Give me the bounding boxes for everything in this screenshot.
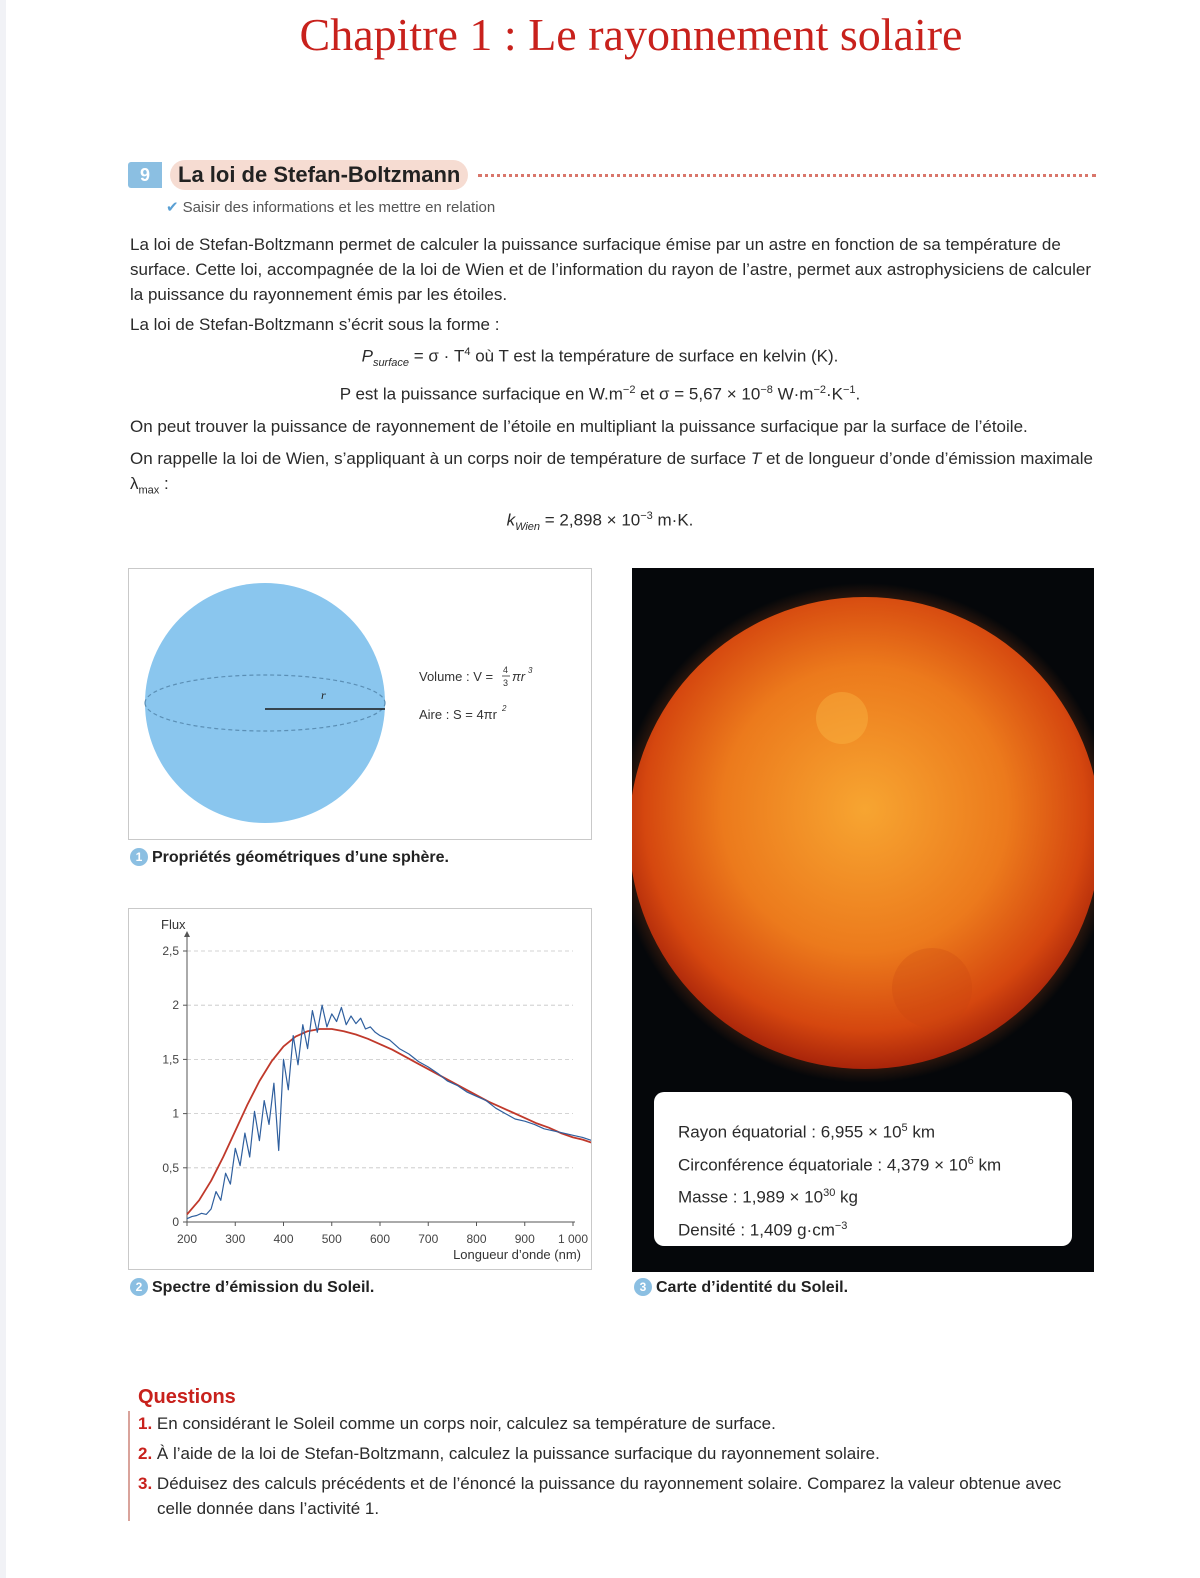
id-circumference-label: Circonférence équatoriale : 4,379 × 10 [678, 1155, 968, 1175]
id-mass-unit: kg [835, 1187, 859, 1207]
volume-frac-den: 3 [503, 678, 509, 688]
wien-k: k [506, 510, 516, 530]
y-tick-label: 0 [172, 1215, 179, 1229]
x-tick-label: 200 [176, 1232, 198, 1246]
constants-text-b: et σ = 5,67 × 10 [635, 384, 761, 404]
intro-paragraph-1: La loi de Stefan-Boltzmann permet de calculer la puissance surfacique émise par un astre en fonction de sa température de surface. Cette loi, accompagnée de la loi de Wien et de l’information du rayon de l’astre, permet aux astrophysiciens de calculer la puissance du rayonnement émis par les étoiles. [130, 235, 1092, 304]
sun-figure [632, 568, 1094, 1272]
volume-formula [419, 669, 493, 684]
sphere-shape [145, 583, 385, 823]
figure1-badge: 1 [130, 848, 148, 866]
y-tick-label: 1 [172, 1106, 179, 1121]
questions-title: Questions [138, 1386, 236, 1408]
question-number: 2. [138, 1444, 153, 1463]
exercise-number: 9 [128, 162, 162, 188]
question-number: 1. [138, 1414, 153, 1433]
question-number: 3. [138, 1474, 153, 1493]
question-item [138, 1441, 1096, 1466]
area-exp: 2 [502, 704, 507, 713]
constants-exp-4: −1 [843, 384, 856, 396]
questions-list [128, 1411, 1096, 1521]
x-tick-label: 800 [466, 1232, 487, 1246]
figure1-caption-text: Propriétés géométriques d’une sphère. [152, 849, 449, 866]
figure3-caption [634, 1278, 848, 1297]
exercise-header [128, 158, 1096, 190]
id-row-circumference [678, 1147, 1072, 1180]
id-radius-unit: km [907, 1122, 936, 1142]
constants-exp-3: −2 [813, 384, 826, 396]
figure1-caption [130, 848, 449, 867]
sun-disk [632, 597, 1094, 1069]
wien-text-a: On rappelle la loi de Wien, s’appliquant à un corps noir de température de surface [130, 449, 751, 468]
constants-exp-1: −2 [622, 384, 636, 396]
skill-line [166, 198, 495, 216]
id-density-label: Densité : 1,409 g·cm [678, 1220, 835, 1240]
volume-frac-num: 4 [503, 665, 509, 675]
dotted-rule [478, 174, 1096, 177]
wien-lambda-subscript: max [138, 484, 160, 497]
figure2-badge: 2 [130, 1278, 148, 1296]
id-radius-exp: 5 [901, 1122, 908, 1134]
intro-paragraph-3: On peut trouver la puissance de rayonnement de l’étoile en multipliant la puissance surfacique par la surface de l’étoile. [130, 417, 1028, 436]
sun-dark-region [892, 948, 972, 1028]
x-tick-label: 600 [369, 1232, 391, 1246]
id-circumference-unit: km [973, 1155, 1002, 1175]
x-tick-label: 1 000 [557, 1232, 589, 1246]
sun-bright-region [816, 692, 868, 744]
y-tick-label: 0,5 [162, 1160, 179, 1175]
y-tick-label: 2,5 [162, 944, 179, 958]
figure3-caption-text: Carte d’identité du Soleil. [656, 1279, 849, 1296]
id-mass-label: Masse : 1,989 × 10 [678, 1187, 824, 1207]
constants-text-d: ·K [826, 384, 843, 404]
question-item [138, 1411, 1096, 1436]
formula-p: P [361, 346, 373, 366]
figure2-caption-text: Spectre d’émission du Soleil. [152, 1279, 375, 1296]
formula-p-subscript: surface [372, 357, 410, 370]
figure3-badge: 3 [634, 1278, 652, 1296]
wien-formula [0, 510, 1200, 533]
x-tick-label: 700 [418, 1232, 439, 1246]
formula-description: où T est la température de surface en kelvin (K). [470, 346, 839, 366]
constants-text-a: P est la puissance surfacique en W.m [339, 384, 623, 404]
formula-body: = σ · T [409, 346, 465, 366]
radius-label: r [321, 688, 326, 702]
wien-text-b: et de longueur d’onde d’émission maximale λ [130, 449, 1093, 493]
x-tick-label: 900 [514, 1232, 535, 1246]
constants-line [0, 384, 1200, 405]
skill-text: Saisir des informations et les mettre en relation [182, 199, 496, 216]
wien-exponent: −3 [640, 510, 653, 522]
solar-spectrum-curve [187, 1005, 591, 1218]
area-formula: Aire : S = 4πr [419, 707, 497, 722]
chapter-title: Chapitre 1 : Le rayonnement solaire [299, 9, 963, 60]
spectrum-figure [128, 908, 592, 1270]
blackbody-curve [187, 1029, 591, 1214]
id-circumference-exp: 6 [967, 1154, 974, 1167]
y-axis-title: Flux [161, 917, 186, 932]
page-edge [0, 0, 6, 1578]
constants-text-c: W·m [772, 384, 814, 404]
x-tick-label: 500 [321, 1232, 342, 1246]
wien-k-subscript: Wien [515, 521, 541, 534]
sphere-figure [128, 568, 592, 840]
sun-id-card [654, 1092, 1072, 1246]
volume-exp: 3 [528, 666, 533, 675]
question-text: À l’aide de la loi de Stefan-Boltzmann, calculez la puissance surfacique du rayonnement solaire. [156, 1444, 880, 1463]
id-row-mass [678, 1179, 1072, 1212]
formula-exponent: 4 [464, 346, 471, 358]
constants-text-e: . [855, 384, 861, 404]
question-text: Déduisez des calculs précédents et de l’énoncé la puissance du rayonnement solaire. Comparez la valeur obtenue avec celle donnée dans l’activité 1. [156, 1474, 1062, 1518]
question-text: En considérant le Soleil comme un corps noir, calculez sa température de surface. [156, 1414, 776, 1433]
wien-text-c: : [159, 474, 169, 493]
intro-paragraph-2: La loi de Stefan-Boltzmann s’écrit sous la forme : [130, 315, 500, 334]
id-radius-label: Rayon équatorial : 6,955 × 10 [678, 1122, 902, 1142]
y-tick-label: 2 [172, 998, 179, 1013]
y-tick-label: 1,5 [162, 1052, 179, 1067]
question-item [138, 1471, 1096, 1521]
figure2-caption [130, 1278, 374, 1297]
x-tick-label: 400 [273, 1232, 294, 1246]
id-row-density [678, 1212, 1072, 1245]
id-mass-exp: 30 [823, 1187, 836, 1200]
sphere-diagram [129, 569, 591, 839]
checkmark-icon: ✔ [166, 199, 179, 216]
questions-section [128, 1386, 1096, 1526]
id-density-exp: −3 [834, 1219, 848, 1232]
stefan-boltzmann-formula [0, 346, 1200, 369]
exercise-title: La loi de Stefan-Boltzmann [170, 160, 468, 190]
volume-label: Volume : V = [419, 669, 494, 684]
intro-paragraph-4 [130, 446, 1096, 503]
wien-value: = 2,898 × 10 [540, 510, 641, 530]
constants-exp-2: −8 [760, 384, 773, 396]
wien-unit: m·K. [652, 510, 694, 530]
x-axis-title: Longueur d’onde (nm) [453, 1247, 581, 1262]
volume-rest: πr [512, 669, 526, 684]
id-row-radius [678, 1114, 1072, 1147]
wien-t-symbol: T [750, 449, 762, 468]
spectrum-chart [129, 909, 591, 1269]
x-tick-label: 300 [225, 1232, 246, 1246]
